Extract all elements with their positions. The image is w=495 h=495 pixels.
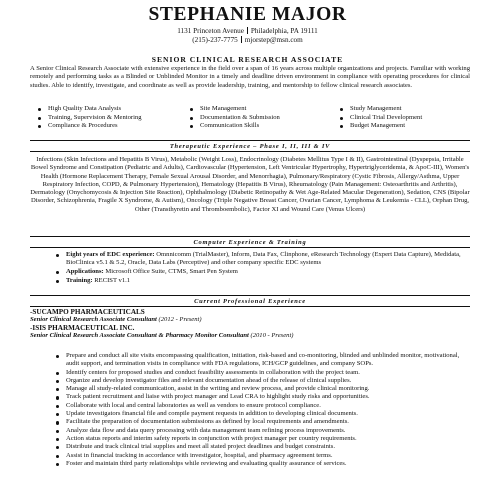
section-heading-therapeutic — [30, 140, 470, 152]
duty-text: Prepare and conduct all site visits encompassing qualification, initiation, risk-based and co-monitoring, blinded and unblinded monitor, motivational, audit support, and termination visits in compliance with FDA regulations, ICH/GCP guidelines, and company SOPs. — [66, 352, 460, 368]
bullet-icon — [190, 117, 193, 120]
list-item — [56, 385, 470, 393]
bullet-icon — [56, 372, 59, 375]
bullet-icon — [38, 108, 41, 111]
separator — [247, 27, 248, 34]
item-label: Applications: — [66, 267, 104, 275]
candidate-name: STEPHANIE MAJOR — [148, 4, 347, 25]
skill-label: High Quality Data Analysis — [48, 105, 122, 112]
skills-column-2 — [190, 105, 340, 131]
list-item — [56, 277, 470, 285]
bullet-icon — [56, 438, 59, 441]
address-line — [0, 27, 495, 35]
skills-column-1 — [38, 105, 188, 131]
company-name: -SUCAMPO PHARMACEUTICALS — [30, 308, 145, 316]
skill-label: Compliance & Procedures — [48, 122, 118, 130]
bullet-icon — [56, 388, 59, 391]
professional-summary: A Senior Clinical Research Associate with extensive experience in the field over a span of 16 years across multiple organizations and projects. Familiar with working remotely and performing tasks as a Blinded or Unblinded Monitor in a timely and deadline driven environment in compliance with operating procedures for clinical studies. Able to identify, investigate, and coordinate as well as provide leadership, training, and mentorship to fellow clinical research associates. — [30, 65, 470, 89]
job-title: SENIOR CLINICAL RESEARCH ASSOCIATE — [151, 55, 344, 64]
duty-text: Distribute and track clinical trial supplies and meet all stated project deadlines and budget constraints. — [66, 443, 335, 451]
bullet-icon — [38, 117, 41, 120]
job-duties-list — [56, 352, 470, 468]
item-label: Eight years of EDC experience: — [66, 251, 155, 258]
separator — [241, 36, 242, 43]
skill-label: Study Management — [350, 105, 402, 112]
duty-text: Facilitate the preparation of documentation submissions as defined by local requirements and amendments. — [66, 418, 349, 426]
role-dates: (2012 - Present) — [156, 316, 202, 323]
item-text: Omnnicomm (TrialMaster), Inform, Data Fax, Clinphone, eResearch Technology (Expert Data Capture), Medidata, BioClinica v5.1 & 5.2, Oracle, Data Labs (Perceptive) and other company specific EDC systems — [66, 251, 461, 267]
bullet-icon — [56, 254, 59, 257]
skill-label: Site Management — [200, 105, 247, 112]
list-item — [56, 435, 470, 443]
list-item — [56, 460, 470, 468]
bullet-icon — [56, 446, 59, 449]
phone-number: (215)-237-7775 — [192, 36, 238, 44]
duty-text: Foster and maintain third party relationships while reviewing and evaluating quality assurance of services. — [66, 459, 347, 467]
email-address[interactable]: mjorstep@msn.com — [244, 36, 303, 44]
skill-item — [38, 122, 188, 131]
list-item — [56, 393, 470, 401]
duty-text: Update investigators financial file and compile payment requests in addition to developing clinical documents. — [66, 410, 358, 418]
bullet-icon — [340, 125, 343, 128]
duty-text: Analyze data flow and data query processing with data management team refining process improvements. — [66, 426, 346, 434]
bullet-icon — [56, 355, 59, 358]
list-item — [56, 418, 470, 426]
role-dates: (2010 - Present) — [248, 332, 294, 339]
list-item — [56, 268, 470, 276]
section-heading-text: Current Professional Experience — [194, 297, 306, 305]
bullet-icon — [190, 108, 193, 111]
bullet-icon — [56, 396, 59, 399]
skill-label: Budget Management — [350, 122, 406, 130]
duty-text: Action status reports and interim safety reports in conjunction with project manager per country requirements. — [66, 434, 357, 442]
skill-label: Training, Supervision & Mentoring — [48, 113, 142, 121]
list-item — [56, 427, 470, 435]
skill-label: Communication Skills — [200, 122, 260, 130]
computer-experience-list — [56, 251, 470, 285]
skill-label: Clinical Trial Development — [350, 113, 423, 121]
list-item — [56, 443, 470, 451]
skill-item — [340, 122, 490, 131]
bullet-icon — [56, 421, 59, 424]
list-item — [56, 452, 470, 460]
city-state-zip: Philadelphia, PA 19111 — [250, 27, 318, 35]
role-title: Senior Clinical Research Associate Consultant & Pharmacy Monitor Consultant — [30, 332, 249, 339]
list-item — [56, 402, 470, 410]
section-heading-text: Computer Experience & Training — [193, 238, 307, 246]
skill-item — [38, 105, 188, 114]
bullet-icon — [38, 125, 41, 128]
list-item — [56, 377, 470, 385]
section-heading-text: Therapeutic Experience – Phase I, II, III & IV — [169, 142, 331, 150]
duty-text: Organize and develop investigator files and relevant documentation ahead of the release of clinical supplies. — [66, 376, 352, 384]
contact-line — [0, 36, 495, 44]
bullet-icon — [190, 125, 193, 128]
section-heading-computer — [30, 236, 470, 248]
bullet-icon — [340, 108, 343, 111]
bullet-icon — [56, 455, 59, 458]
skill-item — [190, 122, 340, 131]
skills-column-3 — [340, 105, 490, 131]
skill-item — [340, 114, 490, 123]
bullet-icon — [340, 117, 343, 120]
bullet-icon — [56, 405, 59, 408]
list-item — [56, 369, 470, 377]
duty-text: Assist in financial tracking in accordance with investigator, hospital, and pharmacy agreement terms. — [66, 451, 333, 459]
therapeutic-experience-text: Infections (Skin Infections and Hepatitis B Virus), Metabolic (Weight Loss), Endocrinology (Diabetes Mellitus Type I & II), Gastrointestinal (Dyspepsia, Irritable Bowel Syndrome and Constipation (Pediatric and Adults), Cardiovascular (Hypertension, Left Ventricular Hypertrophy, Hypertriglyceridemia, & ApoC-III), Women's Health (Hormone Replacement Therapy, Female Sexual Arousal Disorder, and Menorrhagia), Pulmonary/Respiratory (Cystic Fibrosis, Allergy/Asthma, Upper Respiratory Infection, COPD, & Pulmonary Hypertension), Hematology (Hepatitis B Virus), Rheumatology (Pain Management: Osteoarthritis and Arthritis), Dermatology (Onychomycosis & Injection Site Reaction), Ophthalmology (Diabetic Retinopathy & Wet Age-Related Macular Degeneration), Sedation, CNS (Bipolar Disorder, Schizophrenia, Fragile X Syndrome, & Autism), Oncology (Triple Negative Breast Cancer, Ovarian Cancer, Lymphoma & Leukemia - CLL), Orphan Drug, Other (Transthyretin and Thromboembolic), Factor XI and Wound Care (Venus Ulcers) — [30, 156, 470, 213]
skill-item — [190, 105, 340, 114]
job-role — [30, 332, 470, 340]
list-item — [56, 352, 470, 369]
item-label: Training: — [66, 276, 93, 284]
skill-item — [340, 105, 490, 114]
duty-text: Manage all study-related communication, assist in the writing and review process, and provide clinical monitoring. — [66, 385, 370, 393]
duty-text: Collaborate with local and central laboratories as well as vendors to ensure protocol compliance. — [66, 401, 321, 409]
bullet-icon — [56, 271, 59, 274]
section-heading-professional — [30, 295, 470, 307]
bullet-icon — [56, 280, 59, 283]
bullet-icon — [56, 413, 59, 416]
bullet-icon — [56, 463, 59, 466]
role-title: Senior Clinical Research Associate Consultant — [30, 316, 157, 323]
company-name: -ISIS PHARMACEUTICAL INC. — [30, 324, 135, 332]
item-text: RECIST v1.1 — [92, 276, 131, 284]
bullet-icon — [56, 430, 59, 433]
skill-item — [190, 114, 340, 123]
duty-text: Identify centers for proposed studies and conduct feasibility assessments in collaboration with the project team. — [66, 368, 360, 376]
item-text: Microsoft Office Suite, CTMS, Smart Pen System — [103, 267, 238, 275]
street-address: 1131 Princeton Avenue — [177, 27, 244, 35]
list-item — [56, 410, 470, 418]
skill-item — [38, 114, 188, 123]
job-role — [30, 316, 470, 324]
duty-text: Track patient recruitment and liaise with project manager and Lead CRA to highlight study risks and opportunities. — [66, 393, 370, 401]
skill-label: Documentation & Submission — [200, 113, 280, 121]
bullet-icon — [56, 380, 59, 383]
list-item — [56, 251, 470, 268]
